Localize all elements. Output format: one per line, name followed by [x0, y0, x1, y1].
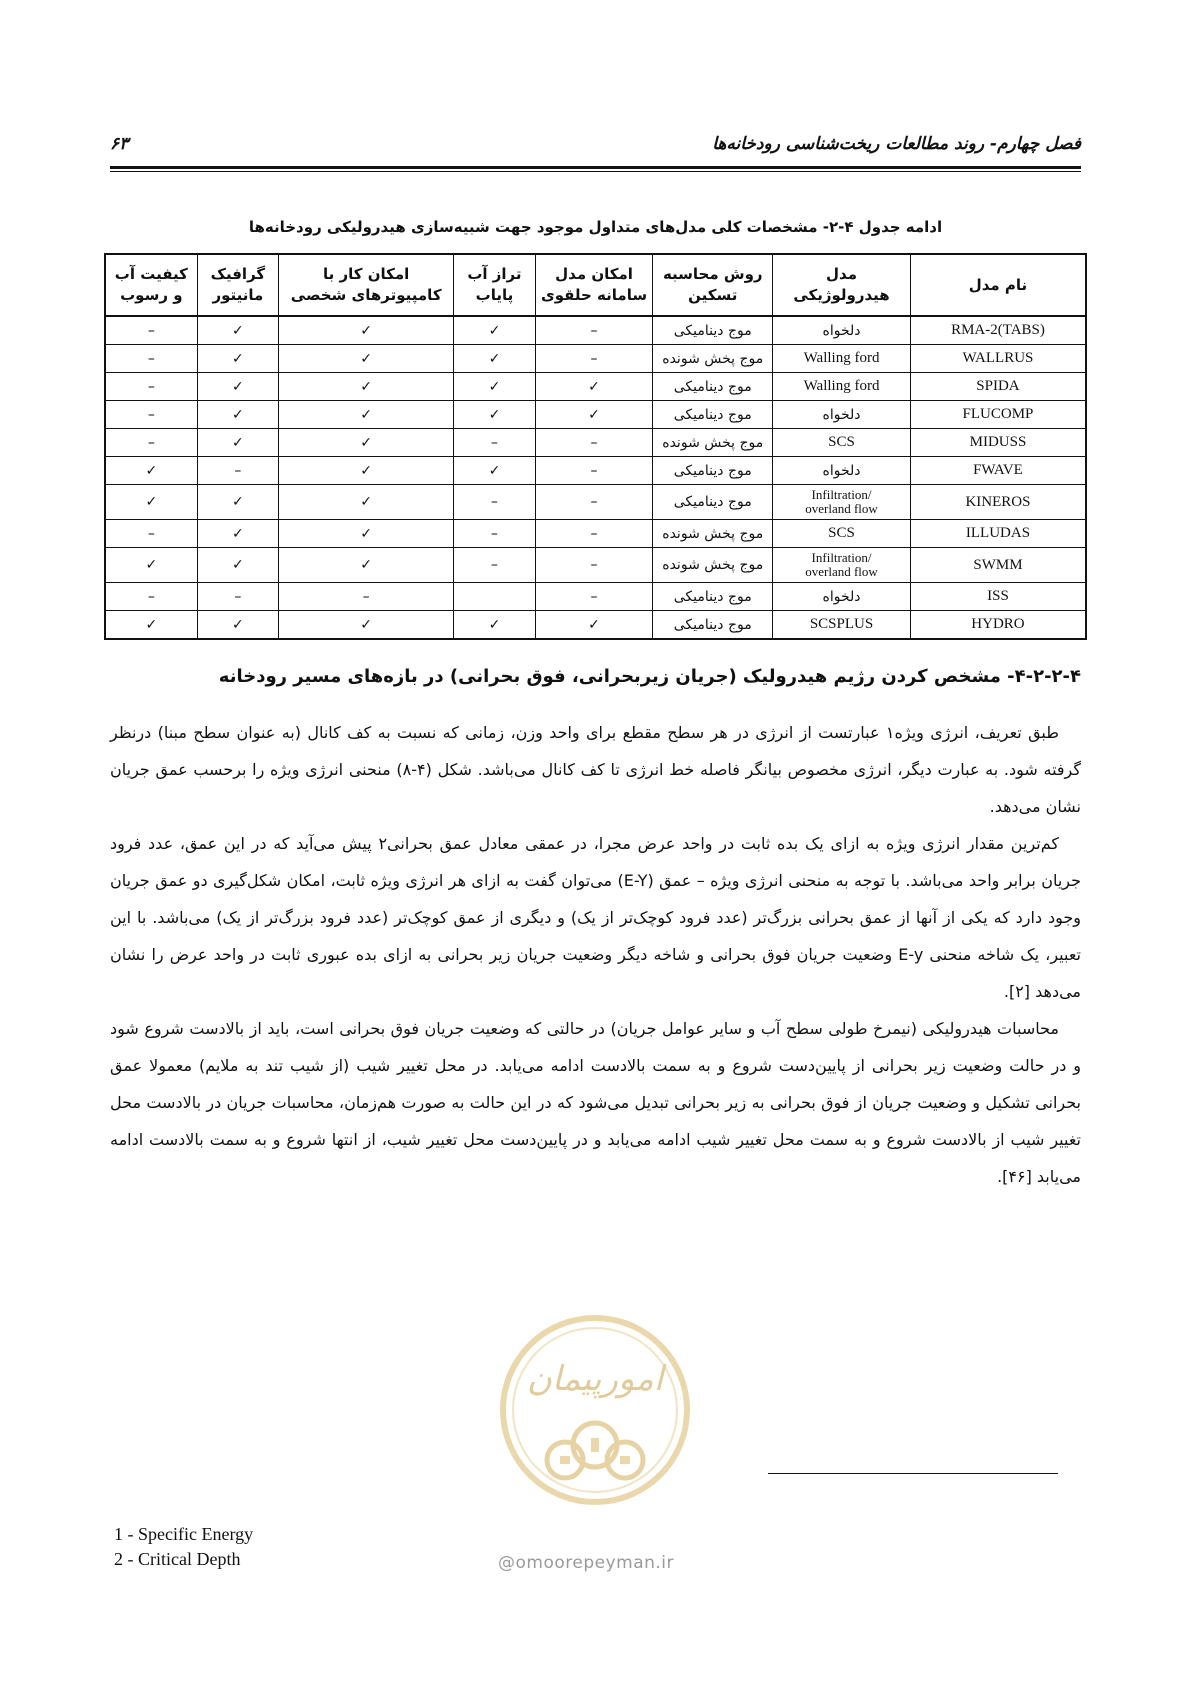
table-cell: Walling ford	[773, 345, 911, 373]
watermark-seal-icon	[495, 1310, 695, 1560]
table-cell: موج دینامیکی	[653, 611, 773, 640]
table-cell: موج دینامیکی	[653, 373, 773, 401]
table-cell: SPIDA	[910, 373, 1086, 401]
table-cell: –	[535, 345, 653, 373]
table-cell: ✓	[535, 401, 653, 429]
table-cell: HYDRO	[910, 611, 1086, 640]
table-row	[105, 485, 1086, 520]
table-cell: WALLRUS	[910, 345, 1086, 373]
table-cell: –	[105, 583, 197, 611]
table-cell: ✓	[105, 457, 197, 485]
table-cell: –	[105, 520, 197, 548]
table-cell: RMA-2(TABS)	[910, 316, 1086, 345]
table-cell: موج دینامیکی	[653, 583, 773, 611]
table-cell: ✓	[197, 401, 278, 429]
table-cell	[454, 583, 535, 611]
table-cell: –	[279, 583, 454, 611]
table-cell: MIDUSS	[910, 429, 1086, 457]
table-header-cell: امکان کار با کامپیوترهای شخصی	[279, 254, 454, 316]
table-cell: ✓	[197, 485, 278, 520]
table-cell: ✓	[279, 373, 454, 401]
table-cell: موج دینامیکی	[653, 316, 773, 345]
table-cell: ✓	[454, 401, 535, 429]
table-row	[105, 316, 1086, 345]
table-cell: موج دینامیکی	[653, 457, 773, 485]
table-cell: –	[454, 485, 535, 520]
table-header-cell: مدل هیدرولوژیکی	[773, 254, 911, 316]
table-cell: –	[535, 485, 653, 520]
table-cell: دلخواه	[773, 457, 911, 485]
body-text	[110, 714, 1081, 1195]
table-cell: –	[105, 345, 197, 373]
table-header-cell: روش محاسبه تسکین	[653, 254, 773, 316]
table-row	[105, 548, 1086, 583]
chapter-title: فصل چهارم- روند مطالعات ریخت‌شناسی رودخانه‌ها	[712, 134, 1081, 154]
table-cell: FLUCOMP	[910, 401, 1086, 429]
table-cell: ✓	[454, 611, 535, 640]
footnote-1: 1 - Specific Energy	[114, 1524, 254, 1544]
table-cell: ✓	[279, 548, 454, 583]
table-cell: موج پخش شونده	[653, 520, 773, 548]
table-cell: FWAVE	[910, 457, 1086, 485]
table-cell: –	[105, 401, 197, 429]
table-cell: –	[454, 548, 535, 583]
footnote-separator	[768, 1473, 1058, 1474]
table-cell: ISS	[910, 583, 1086, 611]
table-cell: ✓	[197, 316, 278, 345]
table-row	[105, 520, 1086, 548]
table-cell: ✓	[454, 316, 535, 345]
table-cell: ✓	[454, 457, 535, 485]
table-cell: –	[535, 583, 653, 611]
table-cell: ✓	[197, 611, 278, 640]
table-cell: ✓	[105, 548, 197, 583]
table-header-cell: کیفیت آب و رسوب	[105, 254, 197, 316]
table-cell: SWMM	[910, 548, 1086, 583]
paragraph-2: کم‌ترین مقدار انرژی ویژه به ازای یک بده ثابت در واحد عرض مجرا، در عمقی معادل عمق بحرانی۲ پیش می‌آید که در این عمق، عدد فرود جریان برابر واحد می‌باشد. با توجه به منحنی انرژی ویژه – عمق (E-Y) می‌توان گفت به ازای هر انرژی ویژه ثابت، امکان شکل‌گیری دو عمق جریان وجود دارد که یکی از آنها از عمق بحرانی بزرگ‌تر (عدد فرود کوچک‌تر از یک) و دیگری از عمق کوچک‌تر (عدد فرود بزرگ‌تر از یک) می‌باشد. با این تعبیر، یک شاخه منحنی E-y وضعیت جریان فوق بحرانی و شاخه دیگر وضعیت جریان زیر بحرانی به ازای بده عبوری ثابت در واحد عرض را نشان می‌دهد [۲].	[110, 834, 1082, 1001]
table-header-cell: امکان مدل سامانه حلقوی	[535, 254, 653, 316]
table-cell: KINEROS	[910, 485, 1086, 520]
table-row	[105, 373, 1086, 401]
table-row	[105, 429, 1086, 457]
table-cell: ✓	[105, 485, 197, 520]
table-header-cell: تراز آب پایاب	[454, 254, 535, 316]
table-cell: ✓	[197, 520, 278, 548]
table-cell: Infiltration/ overland flow	[773, 485, 911, 520]
header-rule-thin	[110, 171, 1081, 172]
table-cell: دلخواه	[773, 316, 911, 345]
table-cell: موج دینامیکی	[653, 485, 773, 520]
header-rule-thick	[110, 166, 1081, 169]
table-row	[105, 583, 1086, 611]
table-cell: –	[105, 373, 197, 401]
table-caption: ادامه جدول ۴-۲- مشخصات کلی مدل‌های متداول موجود جهت شبیه‌سازی هیدرولیکی رودخانه‌ها	[248, 218, 943, 236]
table-cell: ✓	[279, 520, 454, 548]
table-cell: ILLUDAS	[910, 520, 1086, 548]
table-cell: ✓	[279, 485, 454, 520]
page-number: ۶۳	[110, 134, 129, 154]
paragraph-1: طبق تعریف، انرژی ویژه۱ عبارتست از انرژی در هر سطح مقطع برای واحد وزن، زمانی که نسبت به کف کانال (به عنوان سطح مبنا) درنظر گرفته شود. به عبارت دیگر، انرژی مخصوص بیانگر فاصله خط انرژی تا کف کانال می‌باشد. شکل (۴-۸) منحنی انرژی ویژه را برحسب عمق جریان نشان می‌دهد.	[110, 723, 1081, 816]
table-cell: SCSPLUS	[773, 611, 911, 640]
table-cell: –	[197, 457, 278, 485]
footnote-2: 2 - Critical Depth	[114, 1549, 241, 1569]
table-cell: ✓	[279, 429, 454, 457]
table-cell: –	[105, 429, 197, 457]
footnotes	[114, 1522, 253, 1572]
watermark-logo-text: امورپیمان	[526, 1359, 664, 1399]
watermark-site: @omoorepeyman.ir	[498, 1553, 675, 1573]
table-cell: –	[535, 457, 653, 485]
table-cell: Walling ford	[773, 373, 911, 401]
table-cell: ✓	[279, 316, 454, 345]
table-cell: ✓	[197, 373, 278, 401]
table-cell: –	[535, 520, 653, 548]
table-row	[105, 457, 1086, 485]
table-cell: –	[535, 429, 653, 457]
models-table	[104, 253, 1087, 640]
table-cell: ✓	[535, 611, 653, 640]
table-row	[105, 345, 1086, 373]
table-cell: ✓	[279, 345, 454, 373]
table-cell: ✓	[535, 373, 653, 401]
table-cell: ✓	[197, 429, 278, 457]
table-row	[105, 611, 1086, 640]
table-cell: ✓	[279, 611, 454, 640]
table-cell: ✓	[197, 345, 278, 373]
page-header	[110, 128, 1081, 160]
section-heading: ۴-۲-۲-۴- مشخص کردن رژیم هیدرولیک (جریان زیربحرانی، فوق بحرانی) در بازه‌های مسیر رودخانه	[218, 666, 1081, 687]
table-cell: ✓	[197, 548, 278, 583]
table-cell: ✓	[279, 401, 454, 429]
table-cell: ✓	[454, 345, 535, 373]
table-cell: –	[454, 429, 535, 457]
table-cell: موج پخش شونده	[653, 548, 773, 583]
table-cell: –	[454, 520, 535, 548]
table-header-row	[105, 254, 1086, 316]
table-cell: موج پخش شونده	[653, 429, 773, 457]
table-cell: SCS	[773, 520, 911, 548]
table-cell: موج دینامیکی	[653, 401, 773, 429]
table-cell: –	[197, 583, 278, 611]
table-cell: دلخواه	[773, 583, 911, 611]
watermark-logo	[495, 1310, 695, 1570]
table-cell: Infiltration/ overland flow	[773, 548, 911, 583]
table-cell: موج پخش شونده	[653, 345, 773, 373]
table-header-cell: نام مدل	[910, 254, 1086, 316]
table-cell: –	[105, 316, 197, 345]
table-cell: ✓	[454, 373, 535, 401]
table-cell: ✓	[105, 611, 197, 640]
table-row	[105, 401, 1086, 429]
table-cell: SCS	[773, 429, 911, 457]
table-cell: ✓	[279, 457, 454, 485]
table-header-cell: گرافیک مانیتور	[197, 254, 278, 316]
table-cell: –	[535, 548, 653, 583]
table-cell: دلخواه	[773, 401, 911, 429]
paragraph-3: محاسبات هیدرولیکی (نیمرخ طولی سطح آب و سایر عوامل جریان) در حالتی که وضعیت جریان فوق بحرانی است، باید از بالادست شروع شود و در حالت وضعیت زیر بحرانی از پایین‌دست شروع و به سمت بالادست ادامه می‌یابد. در محل تغییر شیب (از شیب تند به ملایم) معمولا عمق بحرانی تشکیل و وضعیت جریان از فوق بحرانی به زیر بحرانی تبدیل می‌شود که در این حالت به صورت هم‌زمان، محاسبات جریان در بالادست محل تغییر شیب از بالادست شروع و به سمت محل تغییر شیب ادامه می‌یابد و در پایین‌دست محل تغییر شیب، از انتها شروع و به سمت بالادست ادامه می‌یابد [۴۶].	[110, 1019, 1081, 1186]
table-cell: –	[535, 316, 653, 345]
